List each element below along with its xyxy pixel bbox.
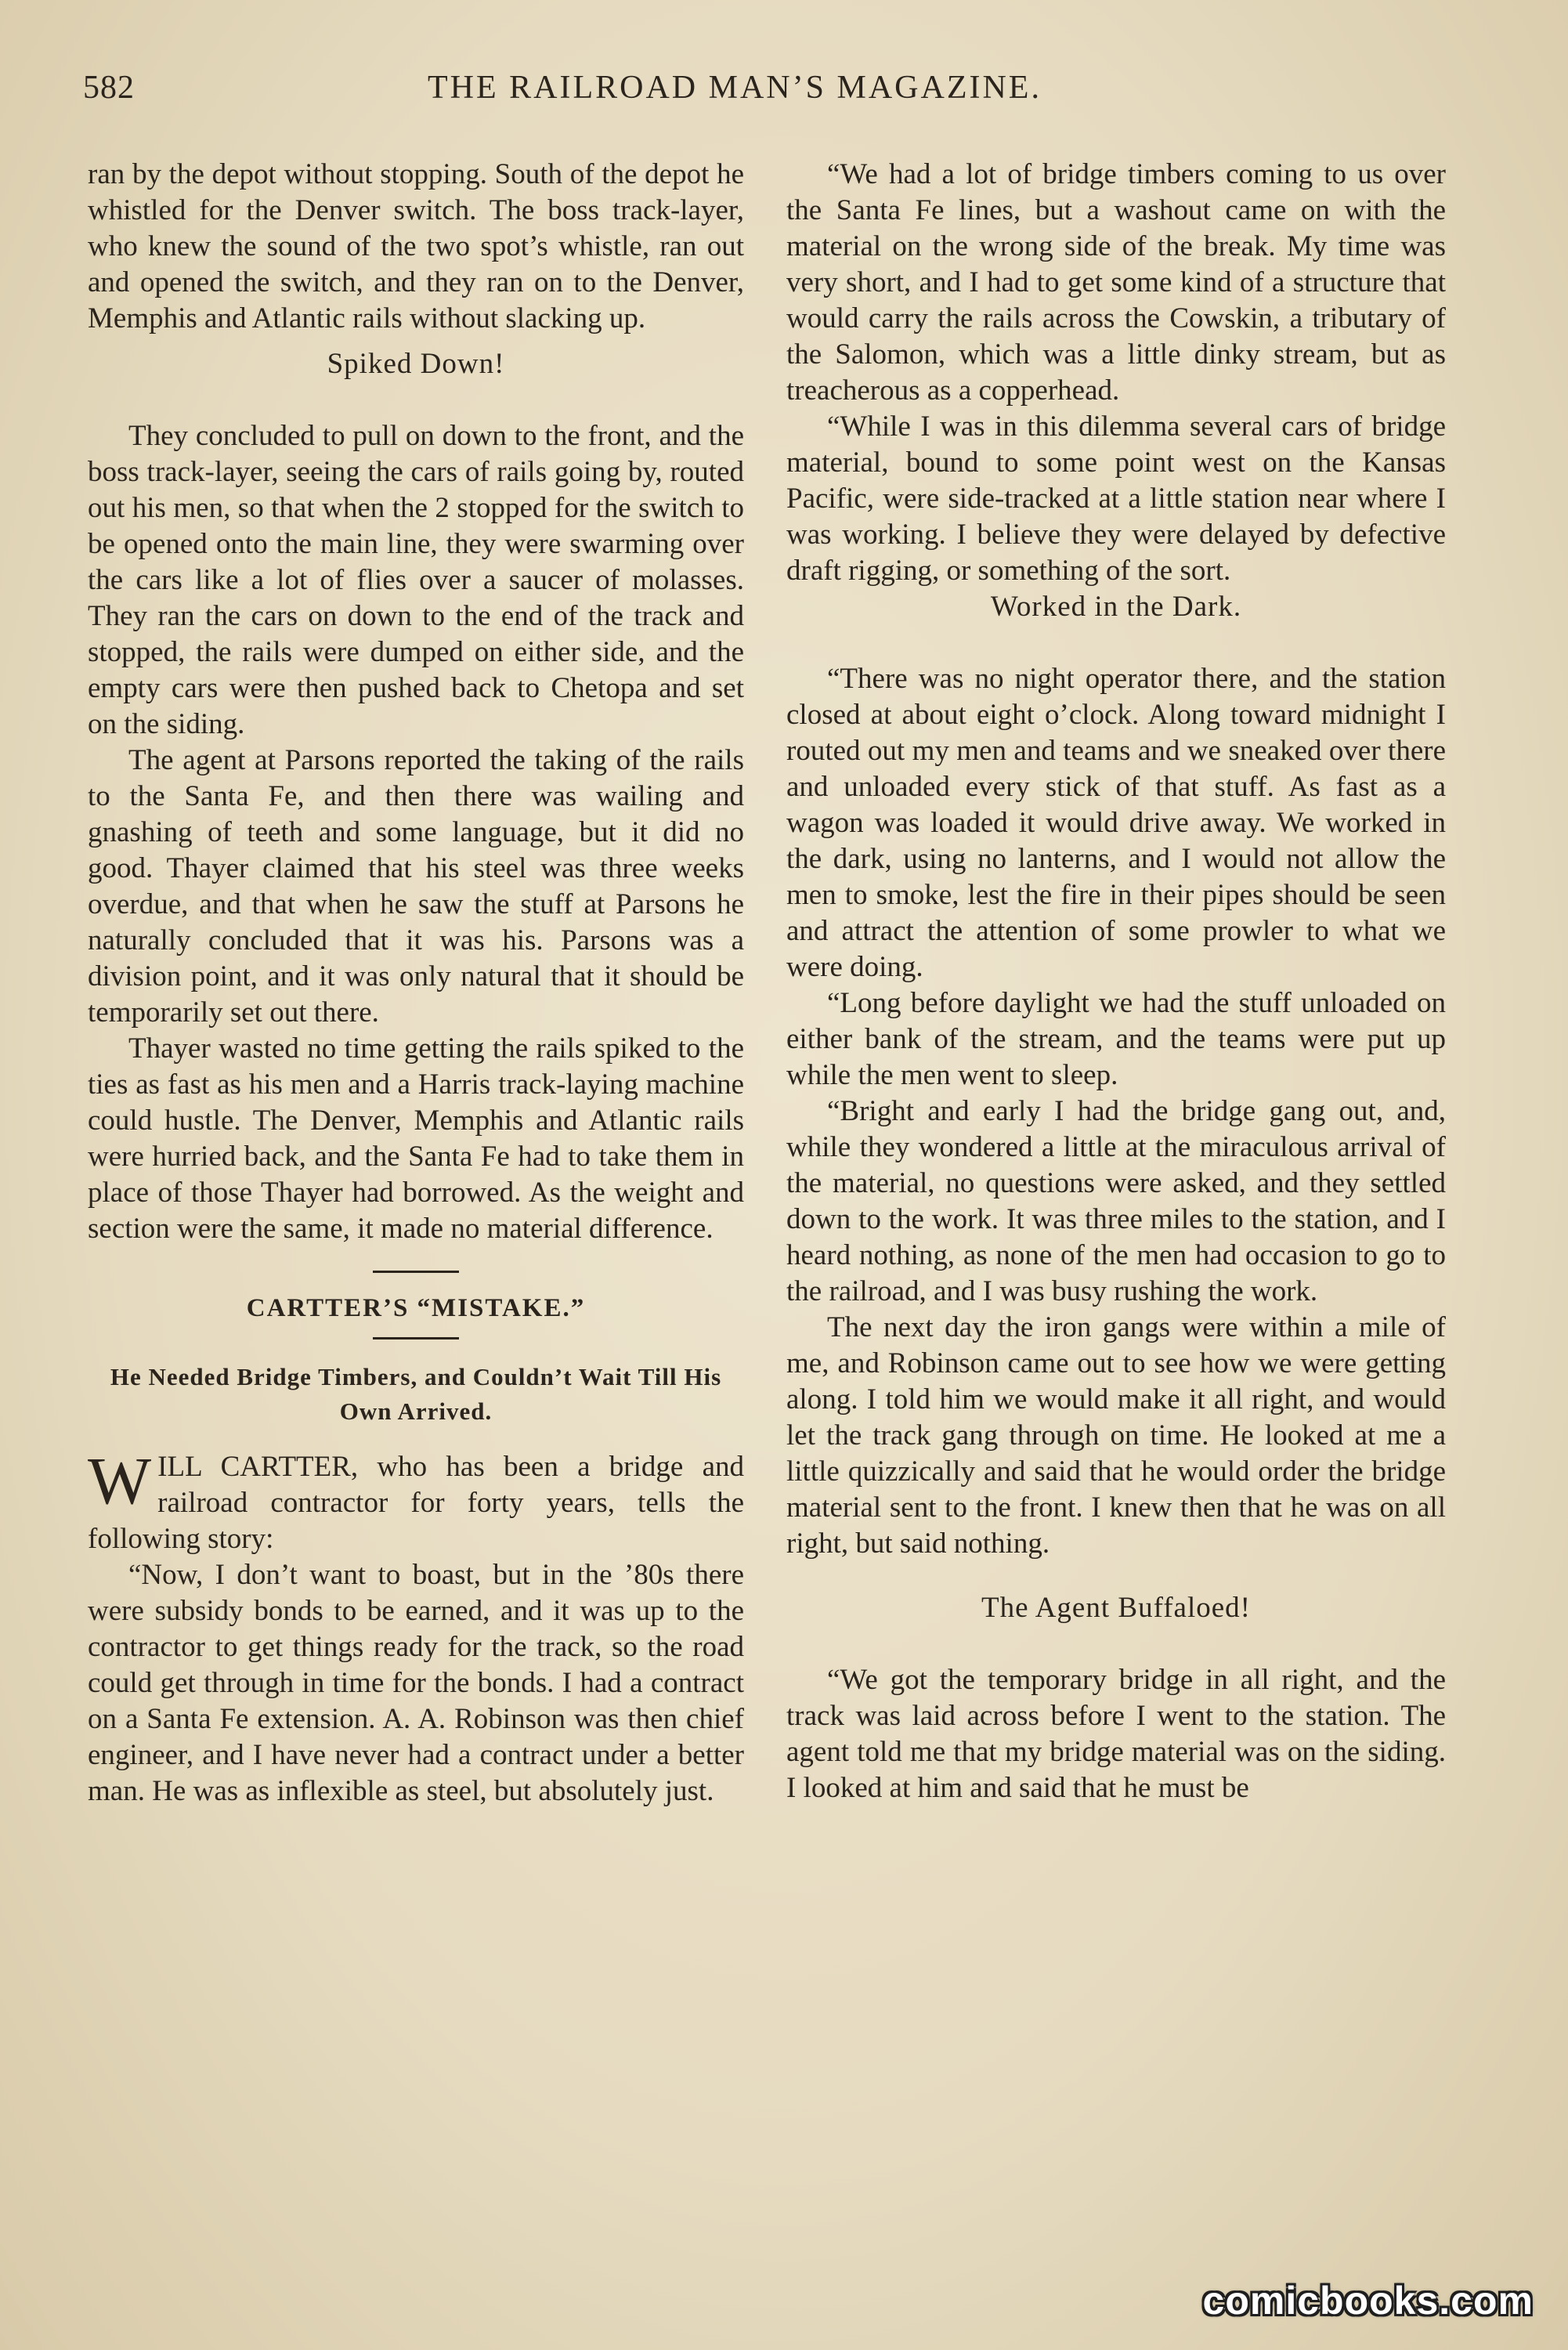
page-number: 582: [83, 70, 135, 106]
paragraph: “Now, I don’t want to boast, but in the ’80s there were subsidy bonds to be earned, and it was up to the contractor to get things ready for the track, so the road could get through in time for the bonds. I had a contract on a Santa Fe extension. A. A. Robinson was then chief engineer, and I have never had a contract under a better man. He was as inflexible as steel, but absolutely just.: [88, 1559, 744, 1807]
section-heading: Spiked Down!: [327, 348, 505, 380]
watermark-logo: comicbooks.com: [1202, 2279, 1534, 2323]
paragraph: “We had a lot of bridge timbers coming to us over the Santa Fe lines, but a washout came on with the material on the wrong side of the break. My time was very short, and I had to get some kind of a structure that would carry the rails across the Cowskin, a tributary of the Salomon, which was a little dinky stream, but as treacherous as a copperhead.: [786, 158, 1446, 407]
left-column: [88, 157, 744, 1810]
story-title: CARTTER’S “MISTAKE.”: [246, 1294, 586, 1322]
paragraph: ran by the depot without stopping. South of the depot he whistled for the Denver switch. The boss track-layer, who knew the sound of the two spot’s whistle, ran out and opened the switch, and they ran on to the Denver, Memphis and Atlantic rails without slacking up.: [88, 158, 744, 334]
section-heading: Worked in the Dark.: [990, 591, 1242, 623]
paragraph: The next day the iron gangs were within a mile of me, and Robinson came out to see how we were getting along. I told him we would make it all right, and would let the track gang through on time. He looked at me a little quizzically and said that he would order the bridge material sent to the front. I knew then that he was on all right, but said nothing.: [786, 1311, 1446, 1560]
story-opening: [88, 1443, 744, 1557]
drop-cap: W: [88, 1443, 152, 1518]
paragraph: “There was no night operator there, and the station closed at about eight o’clock. Along toward midnight I routed out my men and teams and we sneaked over there and unloaded every stick of that stuff. As fast as a wagon was loaded it would drive away. We worked in the dark, using no lanterns, and I would not allow the men to smoke, lest the fire in their pipes should be seen and attract the attention of some prowler to what we were doing.: [786, 663, 1446, 983]
paragraph: They concluded to pull on down to the front, and the boss track-layer, seeing the cars of rails going by, routed out his men, so that when the 2 stopped for the switch to be opened onto the main line, they were swarming over the cars like a lot of flies over a saucer of molasses. They ran the cars on down to the end of the track and stopped, the rails were dumped on either side, and the empty cars were then pushed back to Chetopa and set on the siding.: [88, 420, 744, 740]
paragraph: ILL CARTTER, who has been a bridge and railroad contractor for forty years, tells the following story:: [88, 1451, 744, 1555]
story-subtitle: He Needed Bridge Timbers, and Couldn’t Wait Till His Own Arrived.: [110, 1363, 722, 1425]
paragraph: “We got the temporary bridge in all right, and the track was laid across before I went to the station. The agent told me that my bridge material was on the siding. I looked at him and said that he must be: [786, 1664, 1446, 1804]
page-header: [83, 69, 1430, 124]
paragraph: Thayer wasted no time getting the rails spiked to the ties as fast as his men and a Harris track-laying machine could hustle. The Denver, Memphis and Atlantic rails were hurried back, and the Santa Fe had to take them in place of those Thayer had borrowed. As the weight and section were the same, it made no material difference.: [88, 1032, 744, 1245]
magazine-title: THE RAILROAD MAN’S MAGAZINE.: [428, 70, 1042, 106]
paragraph: “Long before daylight we had the stuff unloaded on either bank of the stream, and the teams were put up while the men went to sleep.: [786, 987, 1446, 1091]
paragraph: “Bright and early I had the bridge gang out, and, while they wondered a little at the miraculous arrival of the material, no questions were asked, and they settled down to the work. It was three miles to the station, and I heard nothing, as none of the men had occasion to go to the railroad, and I was busy rushing the work.: [786, 1095, 1446, 1307]
right-column: [786, 157, 1446, 1806]
paragraph: The agent at Parsons reported the taking of the rails to the Santa Fe, and then there was wailing and gnashing of teeth and some language, but it did no good. Thayer claimed that his steel was three weeks overdue, and that when he saw the stuff at Parsons he naturally concluded that it was his. Parsons was a division point, and it was only natural that it should be temporarily set out there.: [88, 744, 744, 1029]
section-heading: The Agent Buffaloed!: [981, 1592, 1251, 1624]
paragraph: “While I was in this dilemma several cars of bridge material, bound to some point west on the Kansas Pacific, were side-tracked at a little station near where I was working. I believe they were delayed by defective draft rigging, or something of the sort.: [786, 410, 1446, 587]
